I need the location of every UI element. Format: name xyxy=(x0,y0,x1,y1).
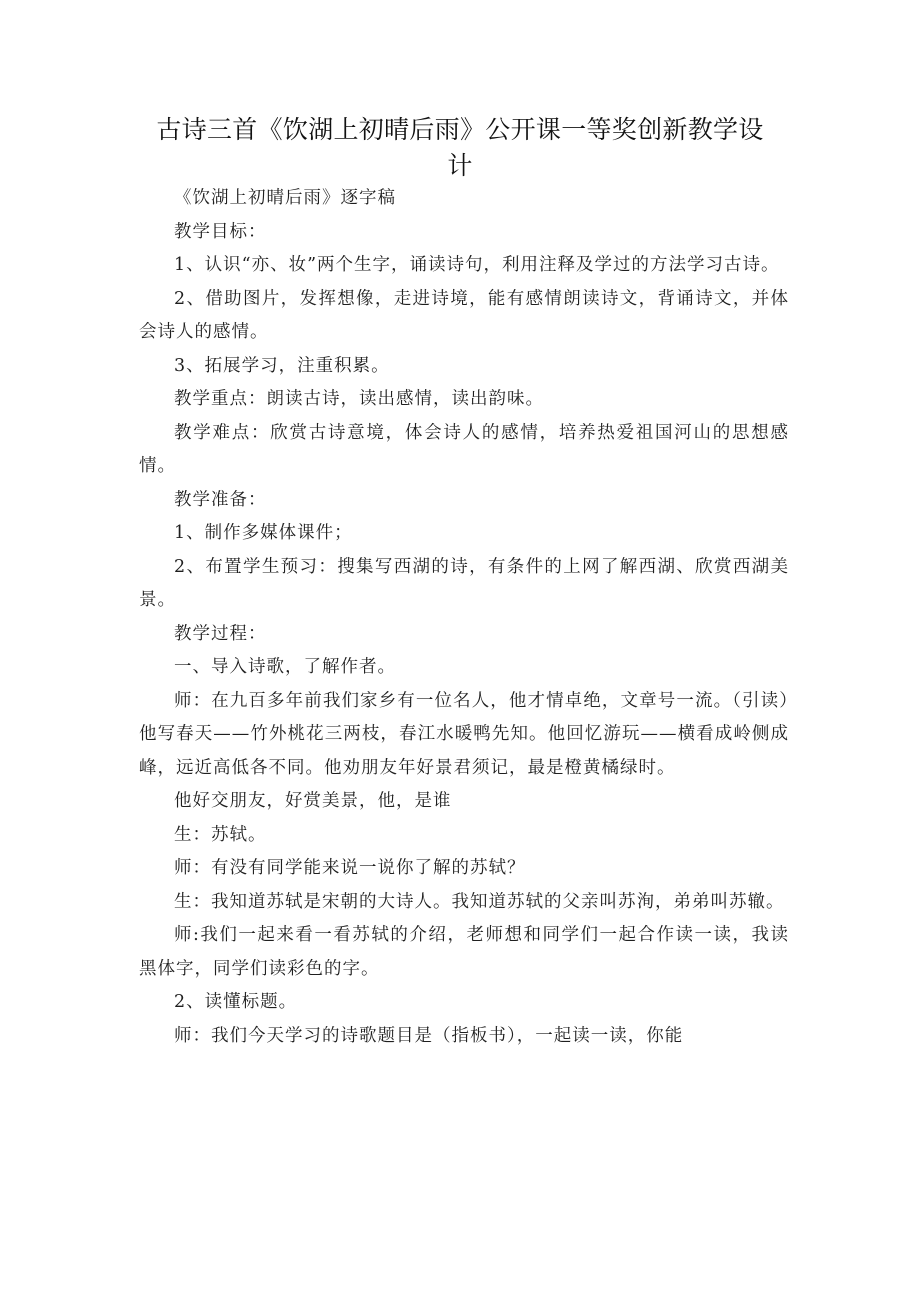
paragraph-teacher-question: 师：有没有同学能来说一说你了解的苏轼？ xyxy=(174,858,526,878)
paragraph-teacher-title: 师：我们今天学习的诗歌题目是（指板书），一起读一读，你能 xyxy=(174,1025,684,1046)
paragraph-teaching-goals-heading: 教学目标： xyxy=(174,221,267,242)
paragraph-preparation-heading: 教学准备： xyxy=(174,489,267,510)
document-body xyxy=(139,182,789,1053)
paragraph-goal-3: 3、拓展学习，注重积累。 xyxy=(174,355,390,376)
paragraph-question-who: 他好交朋友，好赏美景，他，是谁 xyxy=(174,791,452,811)
paragraph-difficult-points: 教学难点：欣赏古诗意境，体会诗人的感情，培养热爱祖国河山的思想感情。 xyxy=(139,422,789,476)
paragraph-teacher-reading: 师:我们一起来看一看苏轼的介绍，老师想和同学们一起合作读一读，我读黑体字，同学们读彩色的字。 xyxy=(139,925,789,979)
paragraph-process-heading: 教学过程： xyxy=(174,623,267,644)
paragraph-student-answer-1: 生：苏轼。 xyxy=(174,824,267,845)
paragraph-student-answer-2: 生：我知道苏轼是宋朝的大诗人。我知道苏轼的父亲叫苏洵，弟弟叫苏辙。 xyxy=(174,891,785,912)
paragraph-preparation-2: 2、布置学生预习：搜集写西湖的诗，有条件的上网了解西湖、欣赏西湖美景。 xyxy=(139,556,789,610)
paragraph-subtitle: 《饮湖上初晴后雨》逐字稿 xyxy=(174,188,396,208)
paragraph-teacher-intro: 师：在九百多年前我们家乡有一位名人，他才情卓绝，文章号一流。（引读）他写春天——竹外桃花三两枝，春江水暖鸭先知。他回忆游玩——横看成岭侧成峰，远近高低各不同。他劝朋友年好景君须记，最是橙黄橘绿时。 xyxy=(139,690,789,778)
paragraph-key-points: 教学重点：朗读古诗，读出感情，读出韵味。 xyxy=(174,389,544,409)
paragraph-goal-2: 2、借助图片，发挥想像，走进诗境，能有感情朗读诗文，背诵诗文，并体会诗人的感情。 xyxy=(139,288,789,342)
paragraph-preparation-1: 1、制作多媒体课件； xyxy=(174,523,353,543)
document-title: 古诗三首《饮湖上初晴后雨》公开课一等奖创新教学设计 xyxy=(156,115,764,180)
paragraph-step-2: 2、读懂标题。 xyxy=(174,992,298,1012)
paragraph-goal-1: 1、认识“亦、妆”两个生字，诵读诗句，利用注释及学过的方法学习古诗。 xyxy=(174,255,780,275)
paragraph-step-1: 一、导入诗歌，了解作者。 xyxy=(174,657,396,677)
